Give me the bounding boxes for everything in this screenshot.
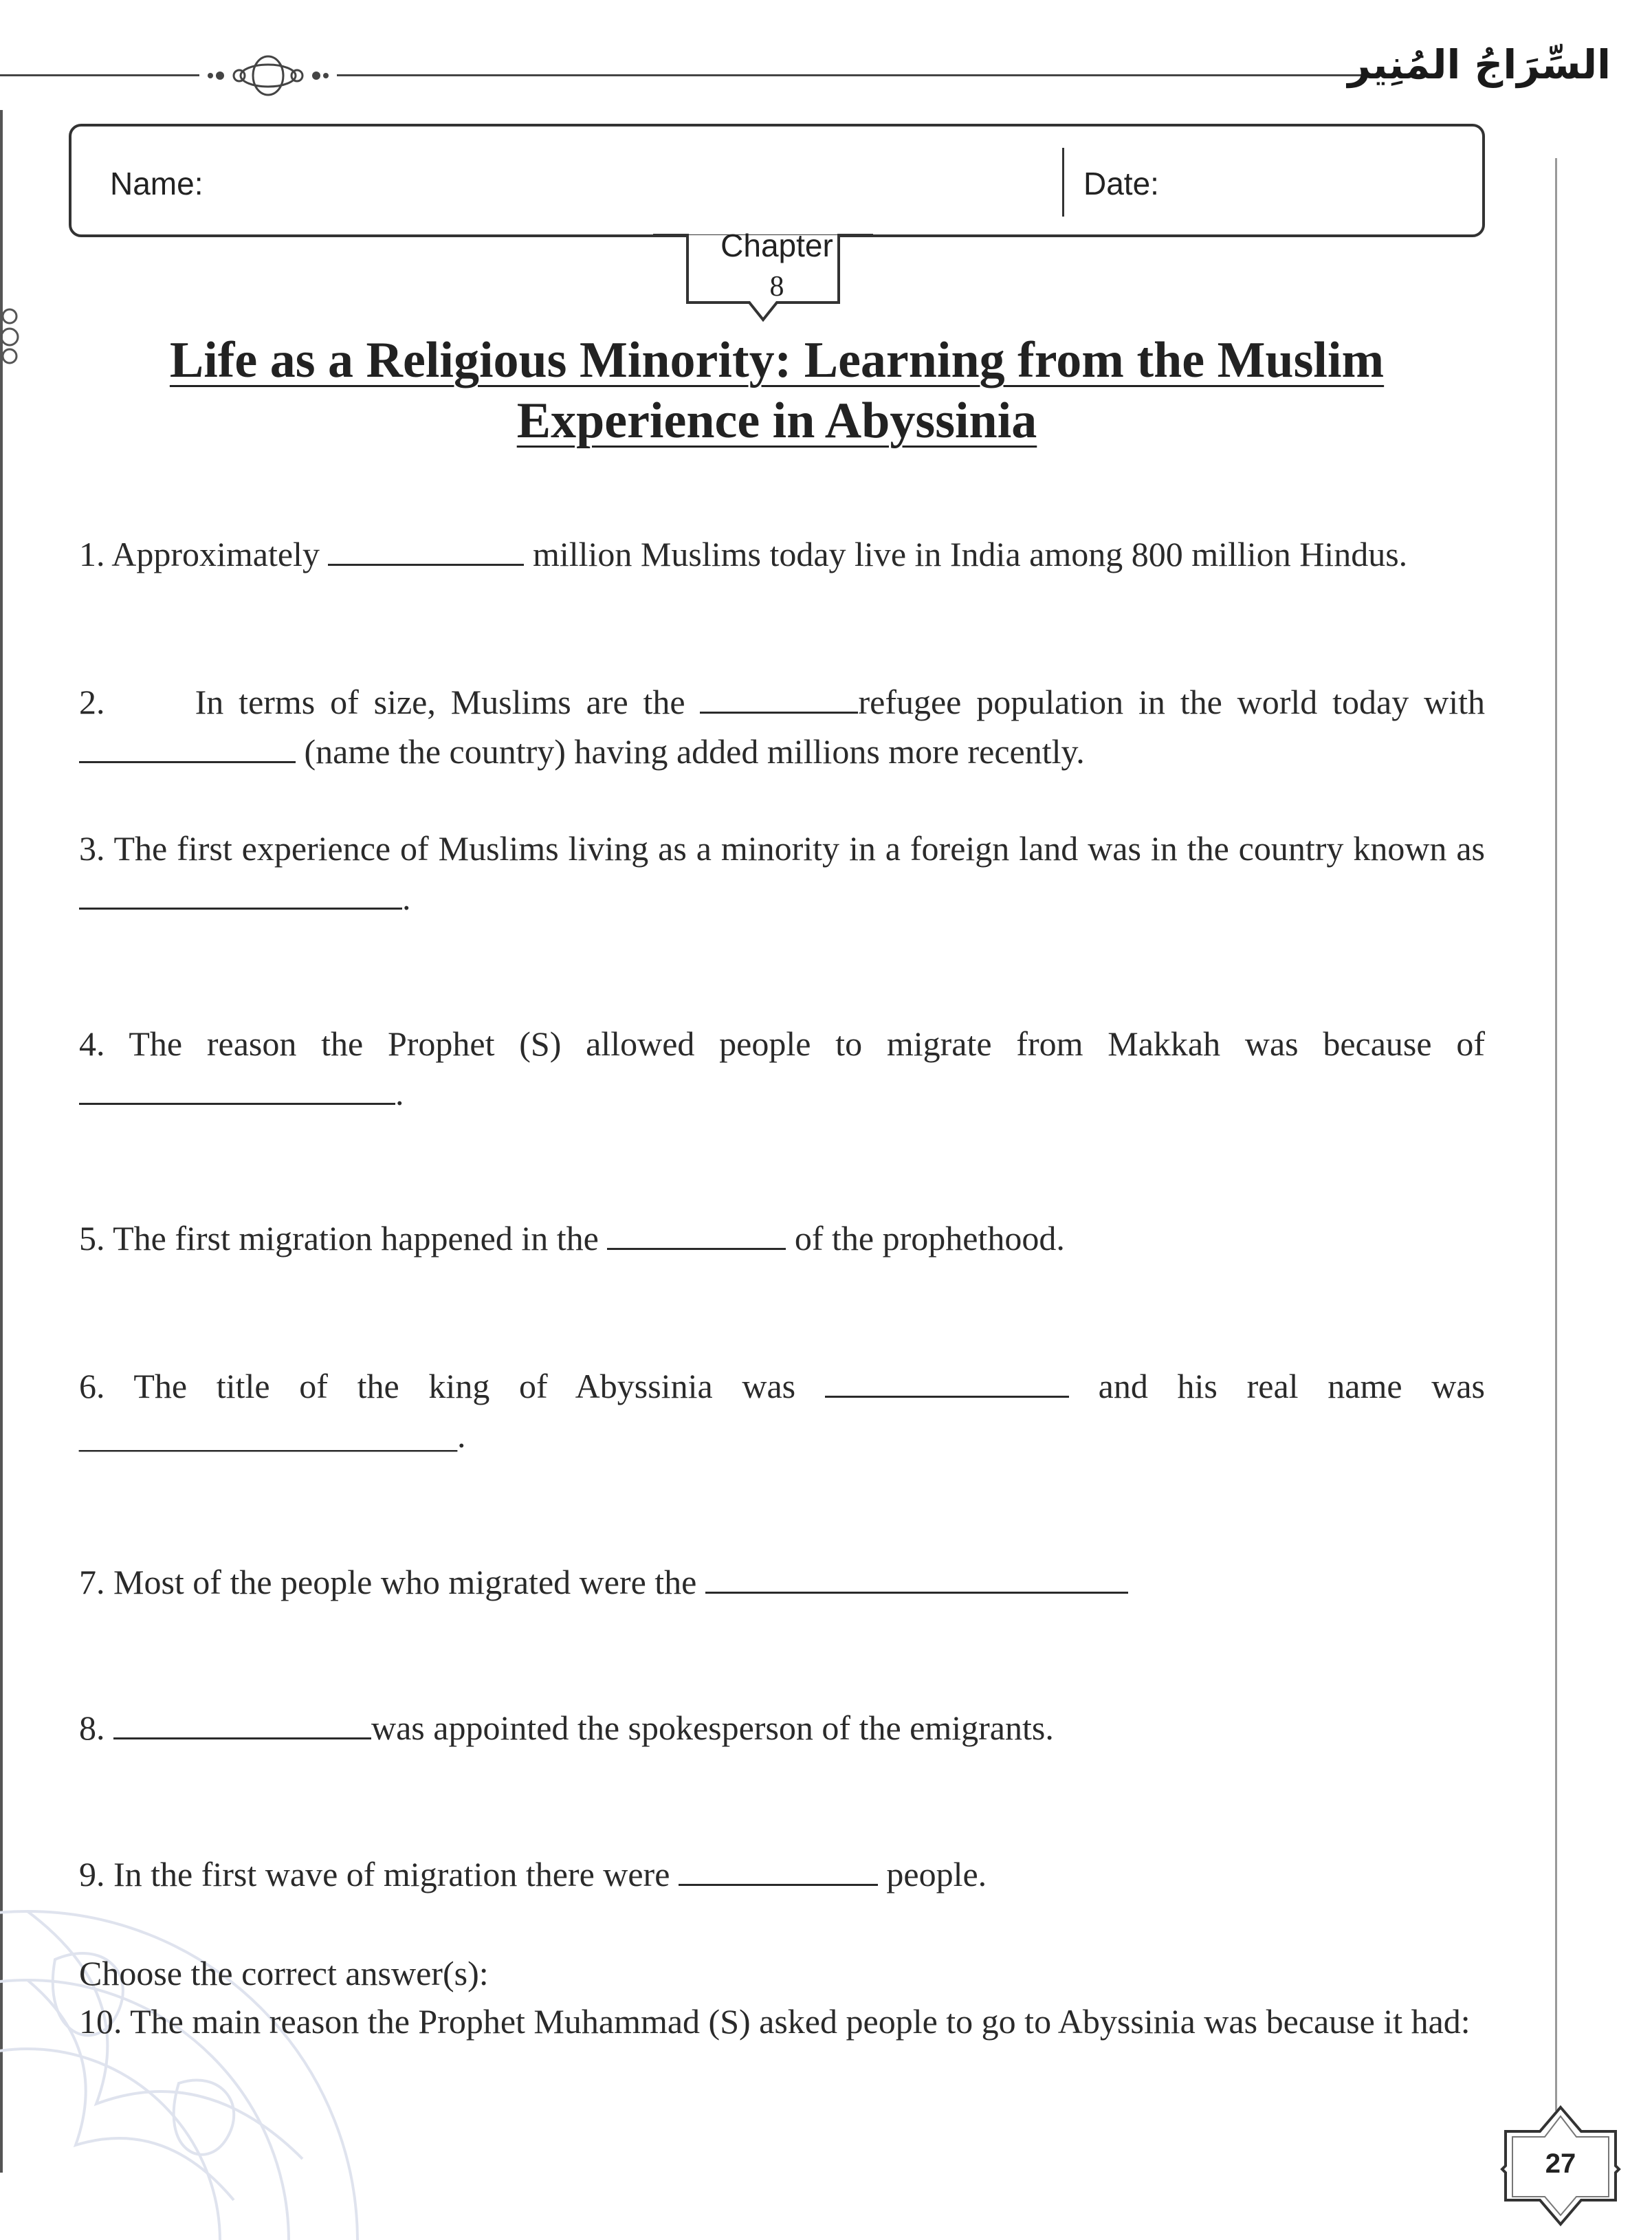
question-7: [79, 1557, 1485, 1607]
q4-blank[interactable]: [79, 1075, 395, 1105]
q1-text-b: million Muslims today live in India among 800 million Hindus.: [532, 535, 1408, 573]
q6-text-a: 6. The title of the king of Abyssinia was: [79, 1367, 796, 1405]
q8-blank[interactable]: [113, 1710, 371, 1739]
q5-text-b: of the prophethood.: [794, 1219, 1065, 1258]
mandala-watermark-icon: [0, 1856, 385, 2240]
q3-text-a: 3. The first experience of Muslims living as a minority in a foreign land was in the country known as: [79, 829, 1485, 868]
name-date-box: [69, 124, 1485, 237]
q6-blank-1[interactable]: [825, 1368, 1069, 1398]
page-number: 27: [1545, 2149, 1576, 2179]
q1-text-a: 1. Approximately: [79, 535, 320, 573]
q5-blank[interactable]: [607, 1220, 786, 1250]
q6-text-b: and his real name was: [1098, 1367, 1486, 1405]
name-label: Name:: [110, 166, 203, 201]
question-2: [79, 677, 1485, 776]
header-ornament-icon: [199, 48, 337, 103]
date-label: Date:: [1083, 166, 1159, 201]
q9-text-a: 9. In the first wave of migration there were: [79, 1855, 670, 1893]
q9-blank[interactable]: [679, 1856, 878, 1886]
question-5: [79, 1214, 1485, 1263]
q8-text-a: 8.: [79, 1709, 105, 1747]
q3-blank[interactable]: [79, 880, 402, 910]
question-4: [79, 1019, 1485, 1118]
q3-text-b: .: [402, 879, 411, 917]
q4-text-b: .: [395, 1074, 404, 1112]
q5-text-a: 5. The first migration happened in the: [79, 1219, 599, 1258]
q2-blank-2[interactable]: [79, 734, 296, 763]
page-title: [103, 330, 1451, 451]
q7-blank[interactable]: [705, 1564, 1128, 1594]
title-line-1: Life as a Religious Minority: Learning from the Muslim: [169, 332, 1385, 388]
left-ornament-icon: [0, 296, 27, 371]
chapter-number: 8: [769, 271, 784, 303]
book-title-arabic: السِّرَاجُ المُنِير: [1347, 41, 1611, 88]
title-line-2: Experience in Abyssinia: [516, 393, 1037, 449]
chapter-label: Chapter: [720, 228, 833, 263]
q1-blank[interactable]: [328, 536, 524, 566]
q4-text-a: 4. The reason the Prophet (S) allowed people to migrate from Makkah was because of: [79, 1024, 1485, 1063]
question-8: [79, 1703, 1485, 1753]
q2-text-a: 2. In terms of size, Muslims are the: [79, 683, 685, 721]
q2-text-c: (name the country) having added millions more recently.: [304, 732, 1085, 771]
name-date-divider: [1062, 148, 1064, 217]
question-9: [79, 1849, 1485, 1899]
q2-blank-1[interactable]: [700, 684, 858, 714]
q2-text-b: refugee population in the world today with: [858, 683, 1485, 721]
q9-text-b: people.: [886, 1855, 987, 1893]
q7-text-a: 7. Most of the people who migrated were the: [79, 1563, 697, 1601]
q6-text-c: ______________________.: [79, 1416, 466, 1455]
instruction-text: Choose the correct answer(s):: [79, 1954, 489, 1992]
question-6: [79, 1361, 1485, 1460]
question-10: [79, 1997, 1485, 2046]
right-margin-rule: [1555, 158, 1557, 2111]
q8-text-b: was appointed the spokesperson of the emigrants.: [371, 1709, 1054, 1747]
q10-text-a: 10. The main reason the Prophet Muhammad (S) asked people to go to Abyssinia was because it had:: [79, 2002, 1471, 2041]
question-1: [79, 529, 1485, 579]
question-3: [79, 824, 1485, 923]
